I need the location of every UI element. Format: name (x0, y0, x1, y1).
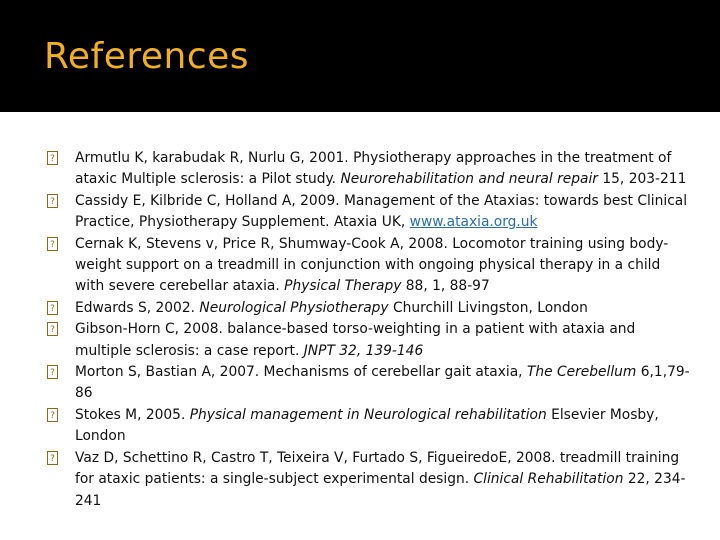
reference-text: Stokes M, 2005. (75, 406, 190, 423)
reference-journal: Neurological Physiotherapy (199, 299, 389, 316)
reference-item (0, 319, 720, 362)
reference-item (0, 448, 720, 512)
reference-journal: Physical management in Neurological rehabilitation (189, 406, 547, 423)
reference-journal: Physical Therapy (284, 278, 402, 295)
bullet-icon (47, 448, 58, 469)
reference-details: Churchill Livingston, London (388, 299, 588, 316)
reference-details: 88, 1, 88-97 (401, 278, 490, 295)
bullet-icon (47, 234, 58, 255)
slide-title: References (44, 36, 250, 77)
reference-details: 15, 203-211 (597, 171, 687, 188)
reference-item (0, 362, 720, 405)
reference-journal: Clinical Rehabilitation (473, 471, 624, 488)
reference-details: Elsevier Mosby, London (75, 406, 659, 445)
reference-text: Armutlu K, karabudak R, Nurlu G, 2001. Physiotherapy approaches in the treatment of ataxic Multiple sclerosis: a Pilot study. (75, 150, 672, 188)
reference-item (0, 298, 720, 319)
reference-text: Morton S, Bastian A, 2007. Mechanisms of cerebellar gait ataxia, (75, 364, 527, 381)
reference-list (0, 148, 720, 512)
reference-item (0, 405, 720, 448)
reference-journal: The Cerebellum (526, 364, 637, 381)
reference-text: Cassidy E, Kilbride C, Holland A, 2009. Management of the Ataxias: towards best Clinical Practice, Physiotherapy Supplement. Ataxia UK, (75, 192, 688, 231)
ataxia-uk-link[interactable]: www.ataxia.org.uk (409, 214, 538, 231)
reference-text: Edwards S, 2002. (75, 299, 200, 316)
bullet-icon (47, 405, 58, 426)
bullet-icon (47, 319, 58, 340)
reference-details: 6,1,79-86 (75, 364, 690, 402)
reference-text: Cernak K, Stevens v, Price R, Shumway-Cook A, 2008. Locomotor training using body-weight support on a treadmill in conjunction with ongoing physical therapy in a child with severe cerebellar ataxia. (75, 235, 669, 295)
reference-text: Vaz D, Schettino R, Castro T, Teixeira V, Furtado S, FigueiredoE, 2008. treadmill training for ataxic patients: a single-subject experimental design. (75, 449, 680, 488)
bullet-icon (47, 191, 58, 212)
title-bar (0, 0, 720, 112)
reference-journal: Neurorehabilitation and neural repair (340, 171, 598, 188)
bullet-icon (47, 298, 58, 319)
reference-item (0, 234, 720, 298)
reference-journal: JNPT 32, 139-146 (303, 342, 424, 359)
bullet-icon (47, 148, 58, 169)
reference-details: 22, 234-241 (75, 471, 686, 509)
reference-item (0, 191, 720, 234)
reference-text: Gibson-Horn C, 2008. balance-based torso-weighting in a patient with ataxia and multiple sclerosis: a case report. (75, 321, 636, 359)
bullet-icon (47, 362, 58, 383)
reference-item (0, 148, 720, 191)
